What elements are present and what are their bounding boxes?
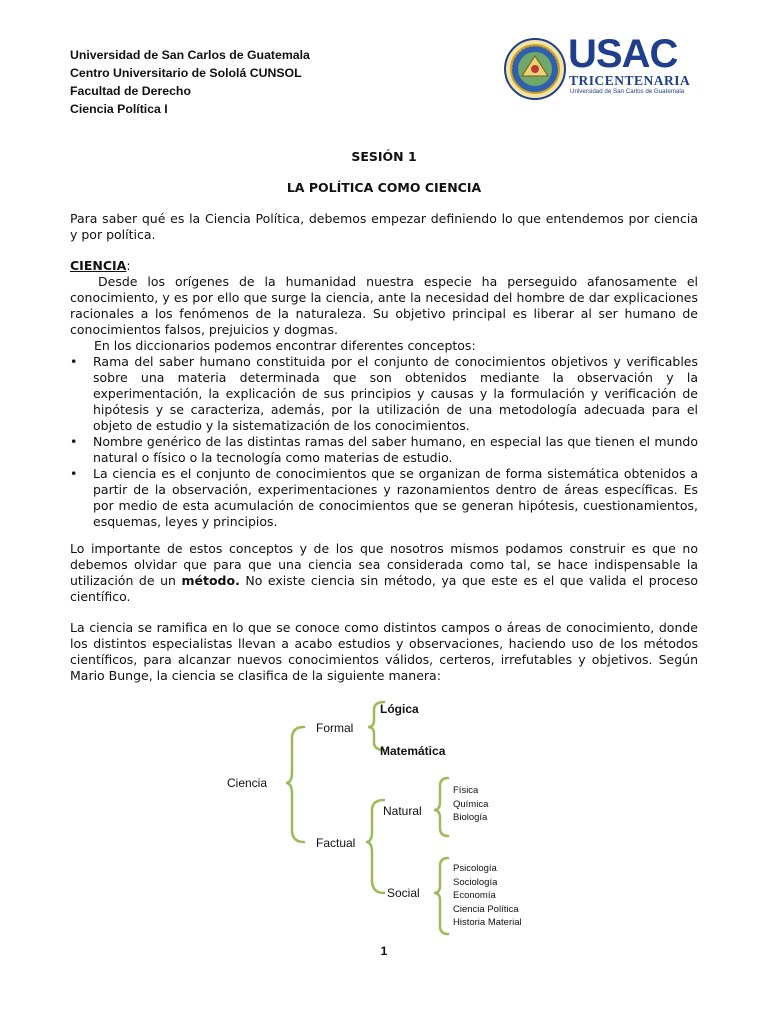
institution-header [70,46,310,118]
concept-item-2: • Nombre genérico de las distintas ramas del saber humano, en especial las que tienen el mundo natural o físico o la tecnología como materias de estudio. [70,434,698,466]
ciencia-paragraph: Desde los orígenes de la humanidad nuestra especie ha perseguido afanosamente el conocimiento, y es por ello que surge la ciencia, ante la necesidad del hombre de dar explicaciones racionales a los fenómenos de la naturaleza. Su objetivo principal es liberar al ser humano de conocimientos falsos, prejuicios y dogmas. [70,274,698,337]
bracket-ciencia [286,727,304,842]
ciencia-section [70,258,698,530]
branches-paragraph: La ciencia se ramifica en lo que se conoce como distintos campos o áreas de conocimiento, donde los distintos especialistas llevan a acabo estudios y observaciones, haciendo uso de los métodos científicos, para alcanzar nuevos conocimientos válidos, certeros, irrefutables y objetivos. Según Mario Bunge, la ciencia se clasifica de la siguiente manera: [70,620,698,683]
session-title: SESIÓN 1 [351,149,417,164]
header-line-center: Centro Universitario de Sololá CUNSOL [70,66,302,80]
diagram-economia: Economía [453,890,496,901]
usac-logo [504,32,694,102]
bracket-natural [434,778,448,836]
concept-item-3: • La ciencia es el conjunto de conocimientos que se organizan de forma sistemática obtenidos a partir de la observación, experimentaciones y razonamientos dentro de áreas específicas. Es por medio de esta acumulación de conocimientos que se generan hipótesis, cuestionamientos, esquemas, leyes y principios. [70,466,698,530]
diagram-brackets [200,690,600,950]
diagram-natural: Natural [383,804,422,818]
diagram-historia-material: Historia Material [453,917,522,928]
main-title: LA POLÍTICA COMO CIENCIA [286,180,482,195]
header-line-faculty: Facultad de Derecho [70,84,191,98]
diagram-psicologia: Psicología [453,863,497,874]
logo-subtitle: TRICENTENARIA [569,73,691,88]
header-line-course: Ciencia Política I [70,102,168,116]
page-number: 1 [380,944,388,958]
header-line-university: Universidad de San Carlos de Guatemala [70,48,310,62]
diagram-fisica: Física [453,785,479,796]
ciencia-heading-colon: : [126,258,131,273]
concept-item-1: • Rama del saber humano constituida por el conjunto de conocimientos objetivos y verificables sobre una materia determinada que son obtenidos mediante la observación y la experimentación, la explicación de sus principios y causas y la formulación y verificación de hipótesis y se caracteriza, además, por la utilización de una metodología adecuada para el objeto de estudio y la sistematización de los conocimientos. [70,354,698,434]
ciencia-heading: CIENCIA [70,258,127,273]
method-text-after: No existe ciencia sin método, ya que este es el que valida el proceso científico. [70,573,698,604]
diagram-matematica: Matemática [380,744,446,758]
concept-list [70,354,698,530]
bracket-social [434,858,448,934]
diagram-biologia: Biología [453,812,488,823]
logo-caption: Universidad de San Carlos de Guatemala [570,88,685,95]
diagram-sociologia: Sociología [453,876,498,888]
diagram-natural-children [453,784,488,825]
logo-title: USAC [568,32,678,76]
diagram-logica: Lógica [380,702,419,716]
method-keyword: método. [181,573,240,588]
diagram-quimica: Química [453,798,489,810]
bracket-factual [366,800,384,893]
diagram-root-ciencia: Ciencia [227,776,268,790]
method-text-before: Lo importante de estos conceptos y de los que nosotros mismos podamos construir es que no debemos olvidar que para que una ciencia sea considerada como tal, se hace indispensable la utilización de un [70,541,698,588]
diagram-factual: Factual [316,836,356,850]
science-classification-diagram [200,690,600,950]
method-paragraph [70,541,698,605]
diagram-social-children [453,862,522,930]
diagram-ciencia-politica: Ciencia Política [453,903,519,915]
ciencia-heading-line [70,258,698,274]
dictionaries-line: En los diccionarios podemos encontrar diferentes conceptos: [94,338,476,353]
university-seal-icon [504,38,566,100]
intro-paragraph: Para saber qué es la Ciencia Política, debemos empezar definiendo lo que entendemos por ciencia y por política. [70,211,698,242]
diagram-formal: Formal [316,721,354,735]
diagram-social: Social [387,886,420,900]
